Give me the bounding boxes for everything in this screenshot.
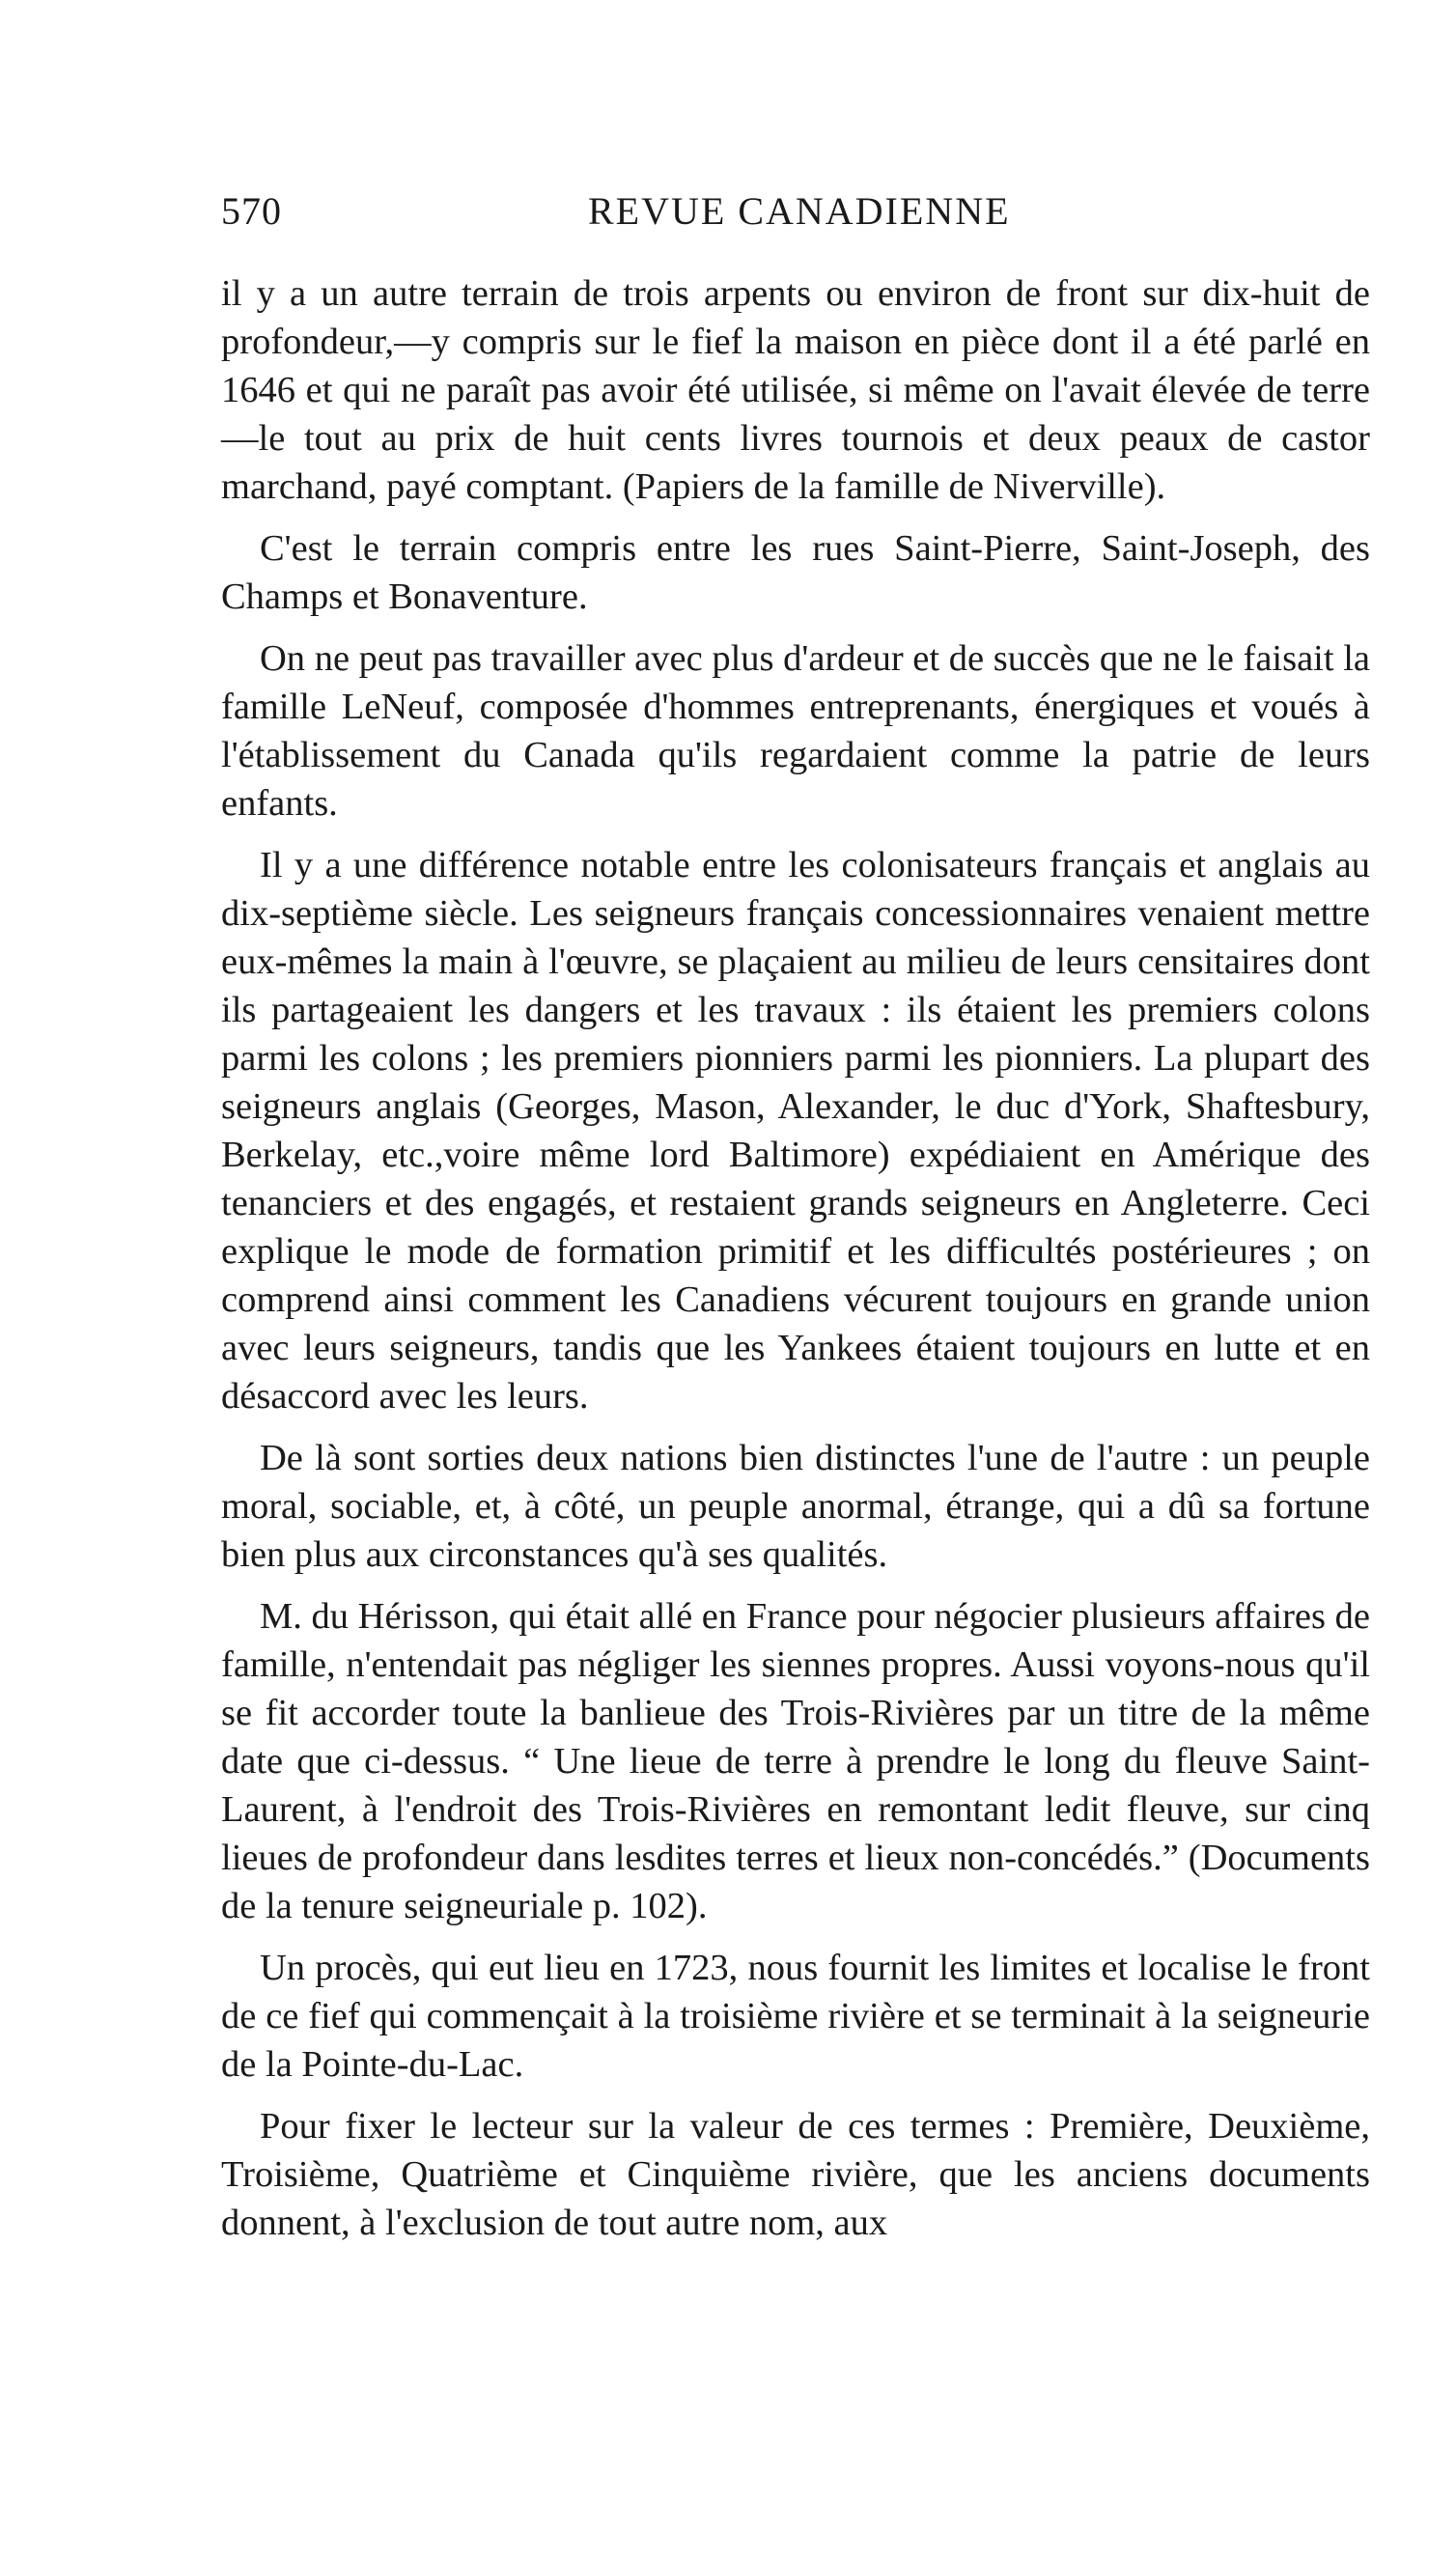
document-page [221, 188, 1370, 2260]
paragraph-1: il y a un autre terrain de trois arpents ou environ de front sur dix-huit de profondeur,—y compris sur le fief la maison en pièce dont il a été parlé en 1646 et qui ne paraît pas avoir été utilisée, si même on l'avait élevée de terre—le tout au prix de huit cents livres tournois et deux peaux de castor marchand, payé comptant. (Papiers de la famille de Niverville). [221, 273, 1370, 507]
paragraph-4: Il y a une différence notable entre les colonisateurs français et anglais au dix-septième siècle. Les seigneurs français concessionnaires venaient mettre eux-mêmes la main à l'œuvre, se plaçaient au milieu de leurs censitaires dont ils partageaient les dangers et les travaux : ils étaient les premiers colons parmi les colons ; les premiers pionniers parmi les pionniers. La plupart des seigneurs anglais (Georges, Mason, Alexander, le duc d'York, Shaftesbury, Berkelay, etc.,voire même lord Baltimore) expédiaient en Amérique des tenanciers et des engagés, et restaient grands seigneurs en Angleterre. Ceci explique le mode de formation primitif et les difficultés postérieures ; on comprend ainsi comment les Canadiens vécurent toujours en grande union avec leurs seigneurs, tandis que les Yankees étaient toujours en lutte et en désaccord avec les leurs. [221, 845, 1370, 1417]
page-number: 570 [221, 189, 282, 233]
paragraph-6: M. du Hérisson, qui était allé en France pour négocier plusieurs affaires de famille, n'entendait pas négliger les siennes propres. Aussi voyons-nous qu'il se fit accorder toute la banlieue des Trois-Rivières par un titre de la même date que ci-dessus. “ Une lieue de terre à prendre le long du fleuve Saint-Laurent, à l'endroit des Trois-Rivières en remontant ledit fleuve, sur cinq lieues de profondeur dans lesdites terres et lieux non-concédés.” (Documents de la tenure seigneuriale p. 102). [221, 1596, 1370, 1926]
paragraph-7: Un procès, qui eut lieu en 1723, nous fournit les limites et localise le front de ce fief qui commençait à la troisième rivière et se terminait à la seigneurie de la Pointe-du-Lac. [221, 1948, 1370, 2085]
paragraph-5: De là sont sorties deux nations bien distinctes l'une de l'autre : un peuple moral, sociable, et, à côté, un peuple anormal, étrange, qui a dû sa fortune bien plus aux circonstances qu'à ses qualités. [221, 1438, 1370, 1575]
paragraph-3: On ne peut pas travailler avec plus d'ardeur et de succès que ne le faisait la famille LeNeuf, composée d'hommes entreprenants, énergiques et voués à l'établissement du Canada qu'ils regardaient comme la patrie de leurs enfants. [221, 638, 1370, 824]
body-text [221, 269, 1370, 2247]
running-header [221, 188, 1370, 248]
paragraph-2: C'est le terrain compris entre les rues Saint-Pierre, Saint-Joseph, des Champs et Bonaventure. [221, 528, 1370, 617]
journal-title: REVUE CANADIENNE [588, 189, 1011, 233]
paragraph-8: Pour fixer le lecteur sur la valeur de ces termes : Première, Deuxième, Troisième, Quatrième et Cinquième rivière, que les anciens documents donnent, à l'exclusion de tout autre nom, aux [221, 2106, 1370, 2243]
